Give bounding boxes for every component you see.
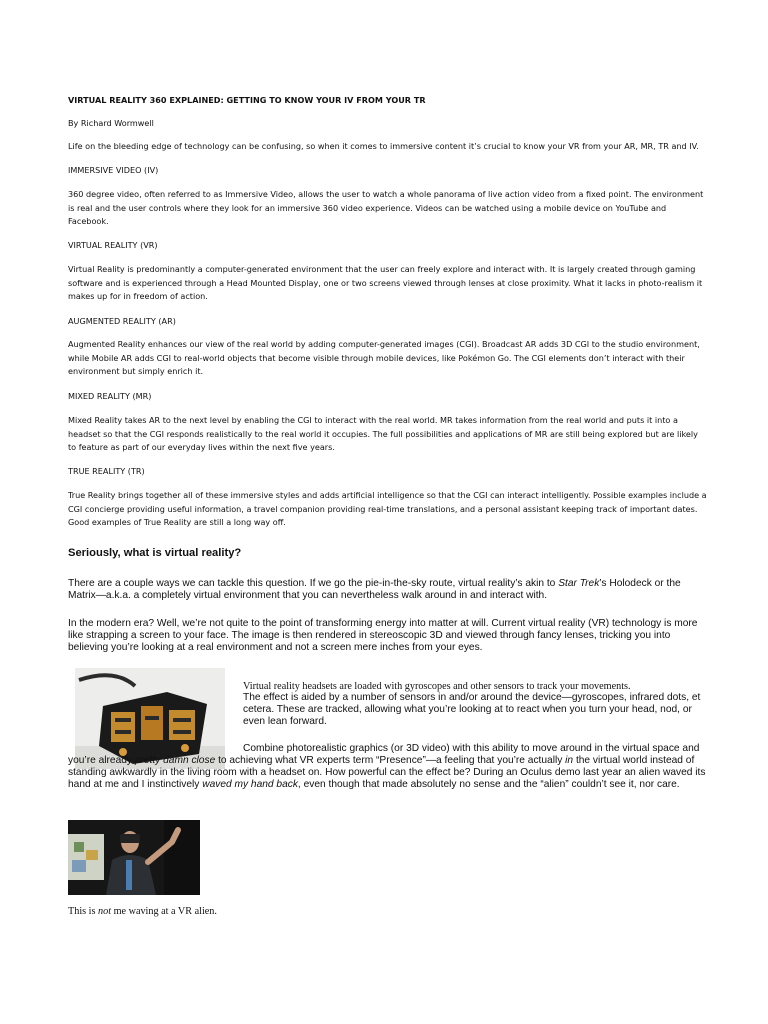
- person-caption: This is not me waving at a VR alien.: [68, 906, 217, 917]
- section-heading-iv: IMMERSIVE VIDEO (IV): [68, 165, 159, 175]
- section-heading-ar: AUGMENTED REALITY (AR): [68, 316, 176, 326]
- section-body-vr: Virtual Reality is predominantly a computer-generated environment that the user can freely explore and interact with. It is largely created through gaming software and is experienced through a Head Mounted Display, one or two screens viewed through lenses at close proximity. What it lacks in photo-realism it makes up for in freedom of action.: [68, 264, 703, 302]
- article-paragraph-1: There are a couple ways we can tackle this question. If we go the pie-in-the-sky route, virtual reality’s akin to Star Trek’s Holodeck or the Matrix—a.k.a. a completely virtual environment that you can nevertheless walk around in and interact with.: [68, 578, 681, 601]
- section-body-ar: Augmented Reality enhances our view of the real world by adding computer-generated images (CGI). Broadcast AR adds 3D CGI to the studio environment, while Mobile AR adds CGI to real-world objects that become visible through mobile devices, like Pokémon Go. The CGI elements don’t interact with their environment but simply enrich it.: [68, 339, 700, 377]
- intro-paragraph: Life on the bleeding edge of technology can be confusing, so when it comes to immersive content it’s crucial to know your VR from your AR, MR, TR and IV.: [68, 141, 699, 151]
- article-paragraph-4: Combine photorealistic graphics (or 3D video) with this ability to move around in the virtual space and you’re already pretty damn close to achieving what VR experts term “Presence”—a feeling that you’re actually in the virtual world instead of standing awkwardly in the living room with a headset on. How powerful can the effect be? During an Oculus demo last year an alien waved its hand at me and I instinctively waved my hand back, even though that made absolutely no sense and the “alien” couldn’t see it, nor care.: [68, 743, 706, 790]
- article-paragraph-2: In the modern era? Well, we’re not quite to the point of transforming energy into matter at will. Current virtual reality (VR) technology is more like strapping a screen to your face. The image is then rendered in stereoscopic 3D and viewed through fancy lenses, tricking you into believing you’re looking at a real environment and not a screen mere inches from your eyes.: [68, 618, 698, 653]
- person-waving-photo: [68, 820, 200, 895]
- section-body-iv: 360 degree video, often referred to as Immersive Video, allows the user to watch a whole panorama of live action video from a fixed point. The environment is real and the user controls where they look for an immersive 360 video experience. Videos can be watched using a mobile device on YouTube and Facebook.: [68, 189, 704, 227]
- section-body-mr: Mixed Reality takes AR to the next level by enabling the CGI to interact with the real world. MR takes information from the real world and puts it into a headset so that the CGI responds realistically to the real world it occupies. The full possibilities and applications of MR are still being explored but are likely to feature as part of our everyday lives within the next five years.: [68, 415, 698, 453]
- section-body-tr: True Reality brings together all of these immersive styles and adds artificial intelligence so that the CGI can interact intelligently. Possible examples include a CGI concierge providing useful information, a travel companion providing real-time translations, and a personal assistant keeping track of important dates. Good examples of True Reality are still a long way off.: [68, 490, 707, 528]
- section-heading-vr: VIRTUAL REALITY (VR): [68, 240, 158, 250]
- document-title: VIRTUAL REALITY 360 EXPLAINED: GETTING TO KNOW YOUR IV FROM YOUR TR: [68, 95, 426, 105]
- article-heading: Seriously, what is virtual reality?: [68, 547, 242, 559]
- section-heading-tr: TRUE REALITY (TR): [68, 466, 145, 476]
- byline: By Richard Wormwell: [68, 118, 154, 128]
- article-paragraph-3: The effect is aided by a number of sensors in and/or around the device—gyroscopes, infrared dots, et cetera. These are tracked, allowing what you’re looking at to react when you turn your head, nod, or even lean forward.: [243, 692, 701, 727]
- section-heading-mr: MIXED REALITY (MR): [68, 391, 152, 401]
- headset-caption: Virtual reality headsets are loaded with gyroscopes and other sensors to track your movements.: [243, 681, 631, 692]
